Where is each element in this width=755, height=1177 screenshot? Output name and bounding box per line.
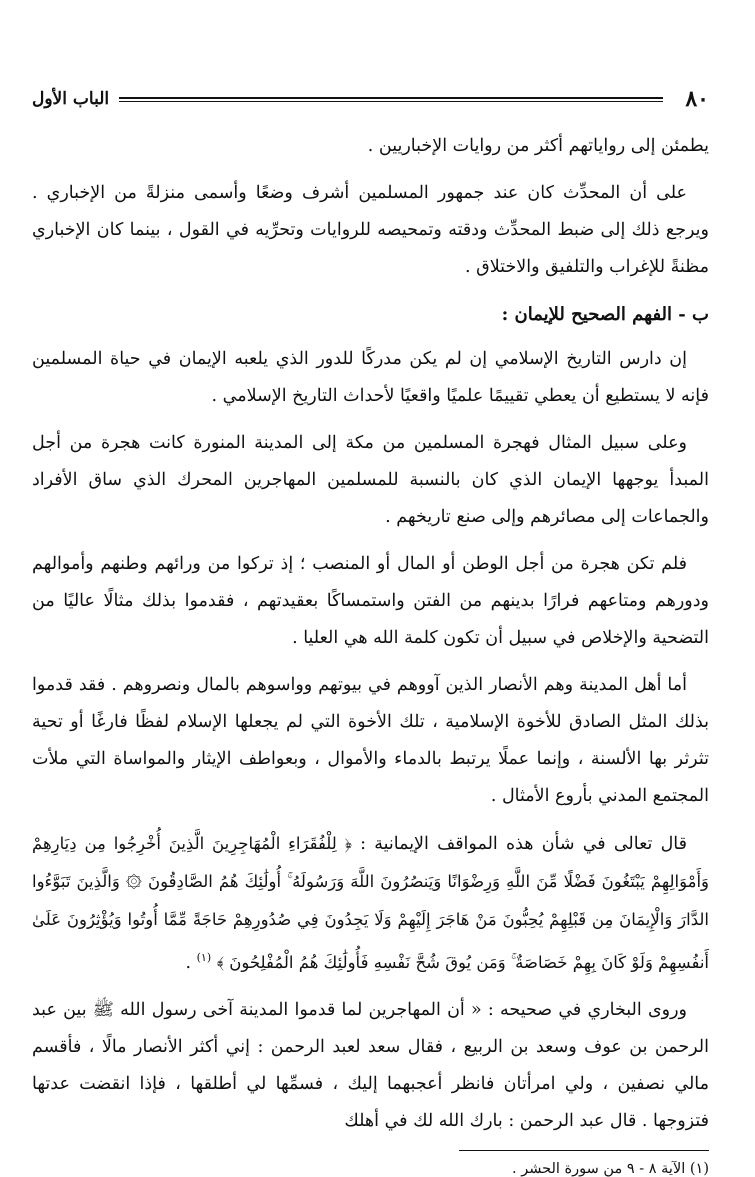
- paragraph-5: فلم تكن هجرة من أجل الوطن أو المال أو المنصب ؛ إذ تركوا من ورائهم وطنهم وأموالهم ودورهم ومتاعهم فرارًا بدينهم من الفتن واستمساكًا بعقيدتهم ، فقدموا بذلك مثالًا عاليًا من التضحية والإخلاص في سبيل أن تكون كلمة الله هي العليا .: [32, 554, 709, 648]
- quran-intro: قال تعالى في شأن هذه المواقف الإيمانية :: [360, 834, 687, 854]
- footnote-divider: [459, 1150, 709, 1151]
- paragraph-7: [32, 825, 709, 982]
- page-body: [32, 128, 709, 1140]
- chapter-title: الباب الأول: [32, 89, 110, 109]
- paragraph-1: يطمئن إلى رواياتهم أكثر من روايات الإخباريين .: [367, 136, 709, 156]
- section-heading: ب - الفهم الصحيح للإيمان :: [501, 304, 709, 325]
- paragraph-3: إن دارس التاريخ الإسلامي إن لم يكن مدركًا للدور الذي يلعبه الإيمان في حياة المسلمين فإنه لا يستطيع أن يعطي تقييمًا علميًا واقعيًا لأحداث التاريخ الإسلامي .: [32, 349, 709, 406]
- footnote-ref: (١): [196, 951, 212, 964]
- book-page: [32, 82, 709, 1177]
- page-number: ٨٠: [685, 86, 709, 112]
- paragraph-4: وعلى سبيل المثال فهجرة المسلمين من مكة إلى المدينة المنورة كانت هجرة من أجل المبدأ يوجهها الإيمان الذي كان بالنسبة للمسلمين المهاجرين المحرك الذي ساق الأفراد والجماعات إلى مصائرهم وإلى صنع تاريخهم .: [32, 433, 709, 527]
- paragraph-7-end: .: [185, 952, 197, 973]
- paragraph-6: أما أهل المدينة وهم الأنصار الذين آووهم في بيوتهم وواسوهم بالمال ونصروهم . فقد قدموا بذلك المثل الصادق للأخوة الإسلامية ، تلك الأخوة التي لم يجعلها الإسلام لفظًا فارغًا أو تحية تثرثر بها الألسنة ، وإنما عملًا يرتبط بالدماء والأموال ، وبعواطف الإيثار والمواساة التي ملأت المجتمع المدني بأروع الأمثال .: [32, 675, 709, 806]
- page-header: [32, 82, 709, 116]
- paragraph-8: وروى البخاري في صحيحه : « أن المهاجرين لما قدموا المدينة آخى رسول الله ﷺ بين عبد الرحمن بن عوف وسعد بن الربيع ، فقال سعد لعبد الرحمن : إني أكثر الأنصار مالًا ، فأقسم مالي نصفين ، ولي امرأتان فانظر أعجبهما إليك ، فسمِّها لي أطلقها ، فإذا انقضت عدتها فتزوجها . قال عبد الرحمن : بارك الله لك في أهلك: [32, 999, 709, 1131]
- quran-verse: ﴿ لِلْفُقَرَاءِ الْمُهَاجِرِينَ الَّذِينَ أُخْرِجُوا مِن دِيَارِهِمْ وَأَمْوَالِهِمْ يَبْتَغُونَ فَضْلًا مِّنَ اللَّهِ وَرِضْوَانًا وَيَنصُرُونَ اللَّهَ وَرَسُولَهُ ۚ أُولَٰئِكَ هُمُ الصَّادِقُونَ ۞ وَالَّذِينَ تَبَوَّءُوا الدَّارَ وَالْإِيمَانَ مِن قَبْلِهِمْ يُحِبُّونَ مَنْ هَاجَرَ إِلَيْهِمْ وَلَا يَجِدُونَ فِي صُدُورِهِمْ حَاجَةً مِّمَّا أُوتُوا وَيُؤْثِرُونَ عَلَىٰ أَنفُسِهِمْ وَلَوْ كَانَ بِهِمْ خَصَاصَةٌ ۚ وَمَن يُوقَ شُحَّ نَفْسِهِ فَأُولَٰئِكَ هُمُ الْمُفْلِحُونَ ﴾: [32, 834, 709, 972]
- header-rule: [119, 97, 663, 102]
- paragraph-2: على أن المحدِّث كان عند جمهور المسلمين أشرف وضعًا وأسمى منزلةً من الإخباري . ويرجع ذلك إلى ضبط المحدِّث ودقته وتمحيصه للروايات وتحرِّيه في القول ، بينما كان الإخباري مظنةً للإغراب والتلفيق والاختلاق .: [32, 183, 709, 277]
- footnote: (١) الآية ٨ - ٩ من سورة الحشر .: [511, 1160, 709, 1177]
